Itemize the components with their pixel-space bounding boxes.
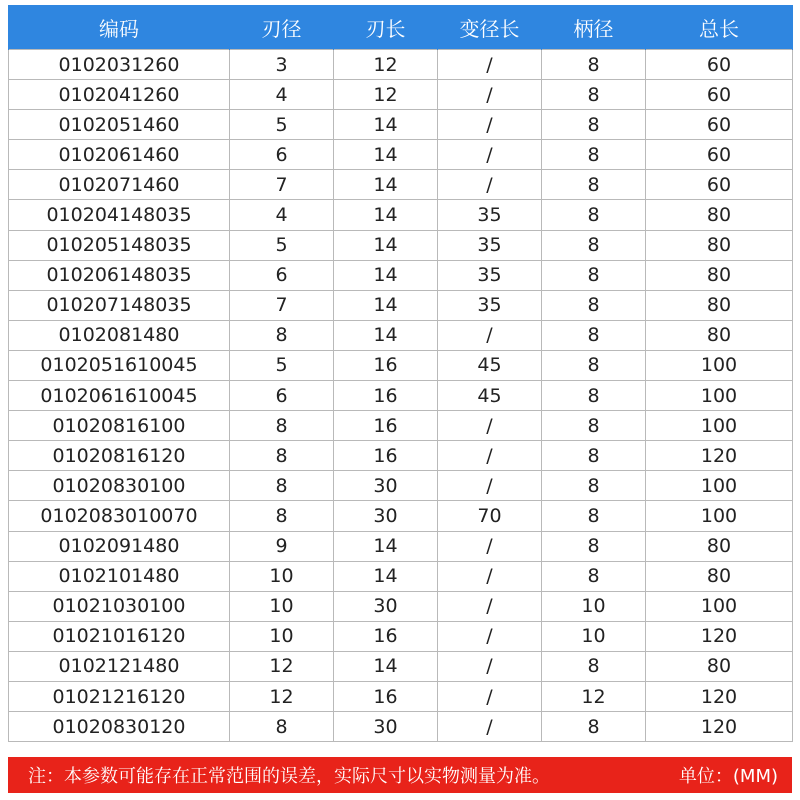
table-cell: 80 [646,531,793,561]
table-cell: 8 [542,260,646,290]
table-row [9,200,793,230]
table-cell: / [438,712,542,742]
table-cell: 8 [542,50,646,80]
table-row [9,681,793,711]
table-cell: 35 [438,230,542,260]
table-cell: / [438,471,542,501]
column-header: 编码 [9,5,230,50]
table-cell: 30 [334,591,438,621]
table-row [9,350,793,380]
table-row [9,230,793,260]
table-cell: 35 [438,260,542,290]
table-cell: 8 [542,712,646,742]
table-row [9,712,793,742]
table-cell: / [438,651,542,681]
table-cell: 0102101480 [9,561,230,591]
table-row [9,441,793,471]
table-cell: / [438,140,542,170]
table-cell: / [438,411,542,441]
table-row [9,561,793,591]
table-cell: 60 [646,140,793,170]
table-cell: 100 [646,471,793,501]
table-cell: 4 [230,80,334,110]
table-cell: 60 [646,80,793,110]
table-cell: 8 [230,441,334,471]
table-cell: 8 [542,381,646,411]
table-cell: 3 [230,50,334,80]
table-cell: 14 [334,260,438,290]
table-row [9,531,793,561]
table-cell: 0102061610045 [9,381,230,411]
table-cell: 01020830100 [9,471,230,501]
table-row [9,140,793,170]
table-cell: 6 [230,140,334,170]
table-cell: 8 [230,320,334,350]
table-cell: / [438,110,542,140]
table-cell: 10 [542,621,646,651]
column-header: 柄径 [542,5,646,50]
table-cell: 01020816100 [9,411,230,441]
table-cell: 100 [646,381,793,411]
table-cell: 8 [230,411,334,441]
table-cell: / [438,441,542,471]
table-cell: 80 [646,651,793,681]
table-cell: 12 [334,50,438,80]
table-cell: 30 [334,501,438,531]
table-cell: 12 [230,681,334,711]
table-cell: 01020816120 [9,441,230,471]
table-cell: 010205148035 [9,230,230,260]
table-row [9,80,793,110]
spec-table [8,5,793,742]
table-cell: 16 [334,411,438,441]
disclaimer-text: 注：本参数可能存在正常范围的误差，实际尺寸以实物测量为准。 [28,766,550,787]
table-cell: 16 [334,681,438,711]
table-cell: 4 [230,200,334,230]
table-cell: 12 [230,651,334,681]
table-cell: 10 [542,591,646,621]
table-cell: 8 [542,441,646,471]
table-cell: 60 [646,110,793,140]
table-cell: 30 [334,712,438,742]
table-cell: 8 [542,350,646,380]
table-cell: 8 [542,290,646,320]
table-cell: 0102121480 [9,651,230,681]
table-cell: 80 [646,260,793,290]
table-cell: 14 [334,531,438,561]
table-cell: 6 [230,260,334,290]
table-cell: 01021216120 [9,681,230,711]
column-header: 刃径 [230,5,334,50]
table-cell: 14 [334,110,438,140]
table-cell: 8 [542,200,646,230]
table-cell: 0102051460 [9,110,230,140]
table-cell: 8 [542,501,646,531]
table-row [9,320,793,350]
table-cell: 10 [230,591,334,621]
disclaimer-bar [8,757,792,793]
unit-label: 单位：(MM) [678,766,778,787]
table-cell: 010207148035 [9,290,230,320]
table-cell: 0102071460 [9,170,230,200]
table-cell: 14 [334,140,438,170]
table-cell: / [438,80,542,110]
table-cell: 35 [438,290,542,320]
table-row [9,621,793,651]
table-cell: 80 [646,320,793,350]
table-row [9,50,793,80]
table-cell: / [438,50,542,80]
table-cell: 5 [230,110,334,140]
table-cell: 7 [230,170,334,200]
table-row [9,411,793,441]
table-cell: 5 [230,230,334,260]
table-cell: 10 [230,561,334,591]
table-header-row [9,5,793,50]
table-cell: 8 [542,411,646,441]
table-cell: 14 [334,230,438,260]
table-cell: 7 [230,290,334,320]
table-cell: / [438,621,542,651]
table-cell: 8 [542,471,646,501]
column-header: 总长 [646,5,793,50]
table-cell: 120 [646,621,793,651]
table-cell: 100 [646,350,793,380]
table-row [9,651,793,681]
table-row [9,591,793,621]
table-cell: / [438,320,542,350]
table-cell: 8 [542,651,646,681]
table-cell: 8 [542,140,646,170]
table-row [9,290,793,320]
table-cell: 12 [542,681,646,711]
table-cell: 010204148035 [9,200,230,230]
table-cell: 0102041260 [9,80,230,110]
column-header: 刃长 [334,5,438,50]
table-cell: 0102091480 [9,531,230,561]
table-cell: / [438,531,542,561]
table-cell: / [438,591,542,621]
table-row [9,110,793,140]
table-cell: 16 [334,441,438,471]
table-cell: 120 [646,712,793,742]
table-cell: 16 [334,381,438,411]
table-cell: 01021030100 [9,591,230,621]
column-header: 变径长 [438,5,542,50]
table-cell: 8 [230,712,334,742]
table-cell: 8 [542,531,646,561]
table-cell: 14 [334,170,438,200]
table-cell: 8 [230,501,334,531]
table-cell: 010206148035 [9,260,230,290]
table-cell: 8 [542,561,646,591]
table-cell: 12 [334,80,438,110]
table-cell: 0102051610045 [9,350,230,380]
table-cell: 80 [646,230,793,260]
table-cell: 70 [438,501,542,531]
table-cell: 80 [646,200,793,230]
table-cell: 8 [542,170,646,200]
table-cell: 14 [334,200,438,230]
table-cell: / [438,561,542,591]
table-cell: 8 [542,110,646,140]
table-cell: 0102031260 [9,50,230,80]
table-cell: 120 [646,681,793,711]
table-cell: 14 [334,290,438,320]
table-cell: 100 [646,501,793,531]
table-cell: 14 [334,561,438,591]
table-cell: 60 [646,170,793,200]
table-cell: 8 [230,471,334,501]
table-row [9,260,793,290]
table-row [9,170,793,200]
table-cell: 9 [230,531,334,561]
table-cell: 45 [438,381,542,411]
table-cell: 80 [646,290,793,320]
table-row [9,381,793,411]
table-row [9,501,793,531]
table-cell: / [438,681,542,711]
spec-table-container [8,5,792,742]
table-cell: 120 [646,441,793,471]
table-body [9,50,793,742]
table-cell: 35 [438,200,542,230]
table-cell: 45 [438,350,542,380]
table-cell: 8 [542,80,646,110]
table-cell: 0102081480 [9,320,230,350]
table-cell: / [438,170,542,200]
table-cell: 100 [646,591,793,621]
table-cell: 10 [230,621,334,651]
table-cell: 16 [334,350,438,380]
table-cell: 8 [542,230,646,260]
table-cell: 0102061460 [9,140,230,170]
table-cell: 80 [646,561,793,591]
table-cell: 60 [646,50,793,80]
table-cell: 30 [334,471,438,501]
table-cell: 16 [334,621,438,651]
table-cell: 14 [334,320,438,350]
table-cell: 01021016120 [9,621,230,651]
table-row [9,471,793,501]
table-cell: 0102083010070 [9,501,230,531]
table-cell: 8 [542,320,646,350]
table-cell: 6 [230,381,334,411]
table-cell: 100 [646,411,793,441]
table-cell: 01020830120 [9,712,230,742]
table-cell: 14 [334,651,438,681]
table-cell: 5 [230,350,334,380]
